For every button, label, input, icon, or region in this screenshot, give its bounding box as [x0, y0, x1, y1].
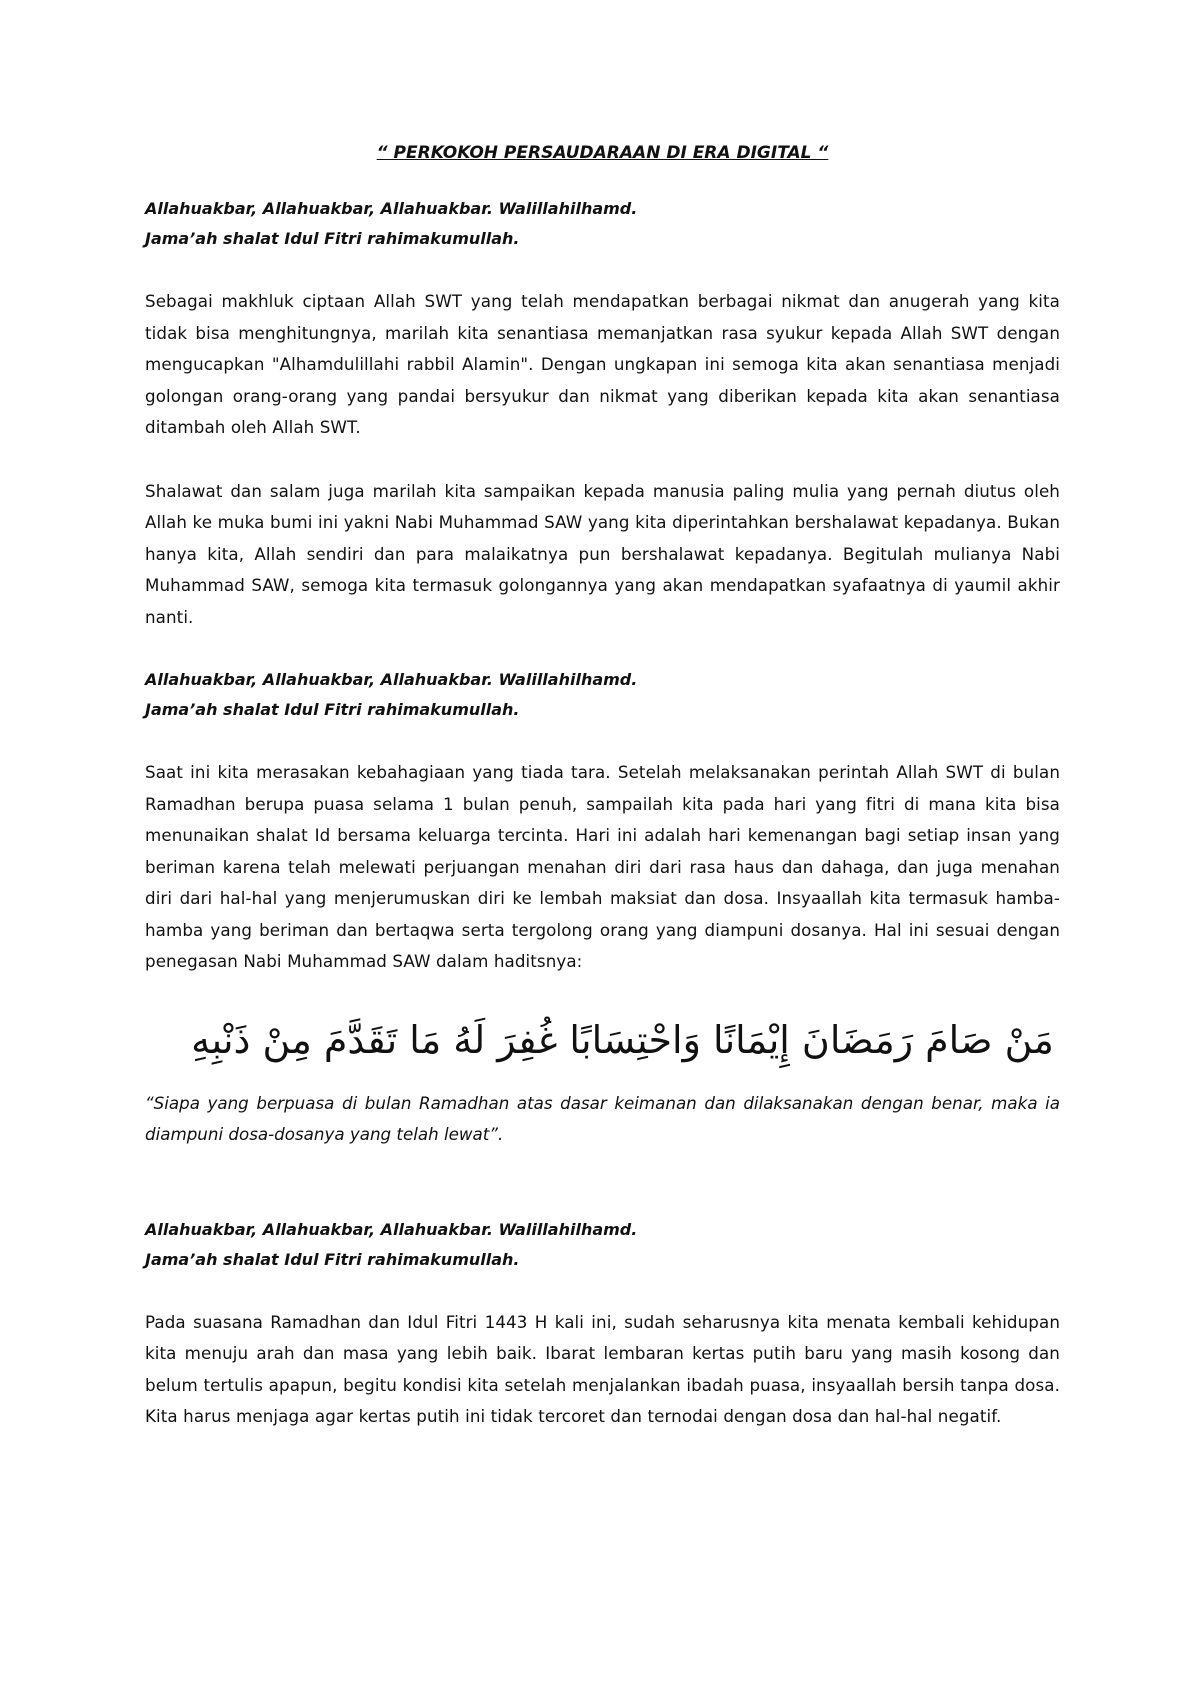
salam-takbir-line: Allahuakbar, Allahuakbar, Allahuakbar. Walillahilhamd.: [145, 1219, 638, 1239]
salam-block-3: [145, 1215, 1060, 1275]
salam-jamaah-line: Jama’ah shalat Idul Fitri rahimakumullah.: [145, 700, 520, 719]
paragraph-kebahagiaan: Saat ini kita merasakan kebahagiaan yang tiada tara. Setelah melaksanakan perintah Allah SWT di bulan Ramadhan berupa puasa selama 1 bulan penuh, sampailah kita pada hari yang fitri di mana kita bisa menunaikan shalat Id bersama keluarga tercinta. Hari ini adalah hari kemenangan bagi setiap insan yang beriman karena telah melewati perjuangan menahan diri dari rasa haus dan dahaga, dan juga menahan diri dari hal-hal yang menjerumuskan diri ke lembah maksiat dan dosa. Insyaallah kita termasuk hamba-hamba yang beriman dan bertaqwa serta tergolong orang yang diampuni dosanya. Hal ini sesuai dengan penegasan Nabi Muhammad SAW dalam haditsnya:: [145, 762, 1060, 971]
salam-takbir-line: Allahuakbar, Allahuakbar, Allahuakbar. Walillahilhamd.: [145, 670, 638, 689]
salam-jamaah-line: Jama’ah shalat Idul Fitri rahimakumullah.: [145, 229, 520, 248]
hadith-translation: “Siapa yang berpuasa di bulan Ramadhan atas dasar keimanan dan dilaksanakan dengan benar, maka ia diampuni dosa-dosanya yang telah lewat”.: [145, 1092, 1060, 1144]
paragraph-shalawat: Shalawat dan salam juga marilah kita sampaikan kepada manusia paling mulia yang pernah diutus oleh Allah ke muka bumi ini yakni Nabi Muhammad SAW yang kita diperintahkan bershalawat kepadanya. Bukan hanya kita, Allah sendiri dan para malaikatnya pun bershalawat kepadanya. Begitulah mulianya Nabi Muhammad SAW, semoga kita termasuk golongannya yang akan mendapatkan syafaatnya di yaumil akhir nanti.: [145, 480, 1060, 627]
paragraph-suasana-ramadhan: Pada suasana Ramadhan dan Idul Fitri 1443 H kali ini, sudah seharusnya kita menata kembali kehidupan kita menuju arah dan masa yang lebih baik. Ibarat lembaran kertas putih baru yang masih kosong dan belum tertulis apapun, begitu kondisi kita setelah menjalankan ibadah puasa, insyaallah bersih tanpa dosa. Kita harus menjaga agar kertas putih ini tidak tercoret dan ternodai dengan dosa dan hal-hal negatif.: [145, 1311, 1060, 1426]
document-title: [145, 140, 1060, 166]
salam-block-1: [145, 194, 1060, 254]
salam-jamaah-line: Jama’ah shalat Idul Fitri rahimakumullah.: [145, 1249, 520, 1269]
salam-block-2: [145, 665, 1060, 725]
paragraph-syukur: Sebagai makhluk ciptaan Allah SWT yang telah mendapatkan berbagai nikmat dan anugerah yang kita tidak bisa menghitungnya, marilah kita senantiasa memanjatkan rasa syukur kepada Allah SWT dengan mengucapkan "Alhamdulillahi rabbil Alamin". Dengan ungkapan ini semoga kita akan senantiasa menjadi golongan orang-orang yang pandai bersyukur dan nikmat yang diberikan kepada kita akan senantiasa ditambah oleh Allah SWT.: [145, 291, 1060, 437]
document-title-text: “ PERKOKOH PERSAUDARAAN DI ERA DIGITAL “: [376, 143, 829, 163]
hadith-arabic-text: مَنْ صَامَ رَمَضَانَ إِيْمَانًا وَاحْتِسَابًا غُفِرَ لَهُ مَا تَقَدَّمَ مِنْ ذَنْبِهِ: [191, 1017, 1054, 1062]
document-page: [145, 140, 1060, 1465]
salam-takbir-line: Allahuakbar, Allahuakbar, Allahuakbar. Walillahilhamd.: [145, 199, 638, 218]
